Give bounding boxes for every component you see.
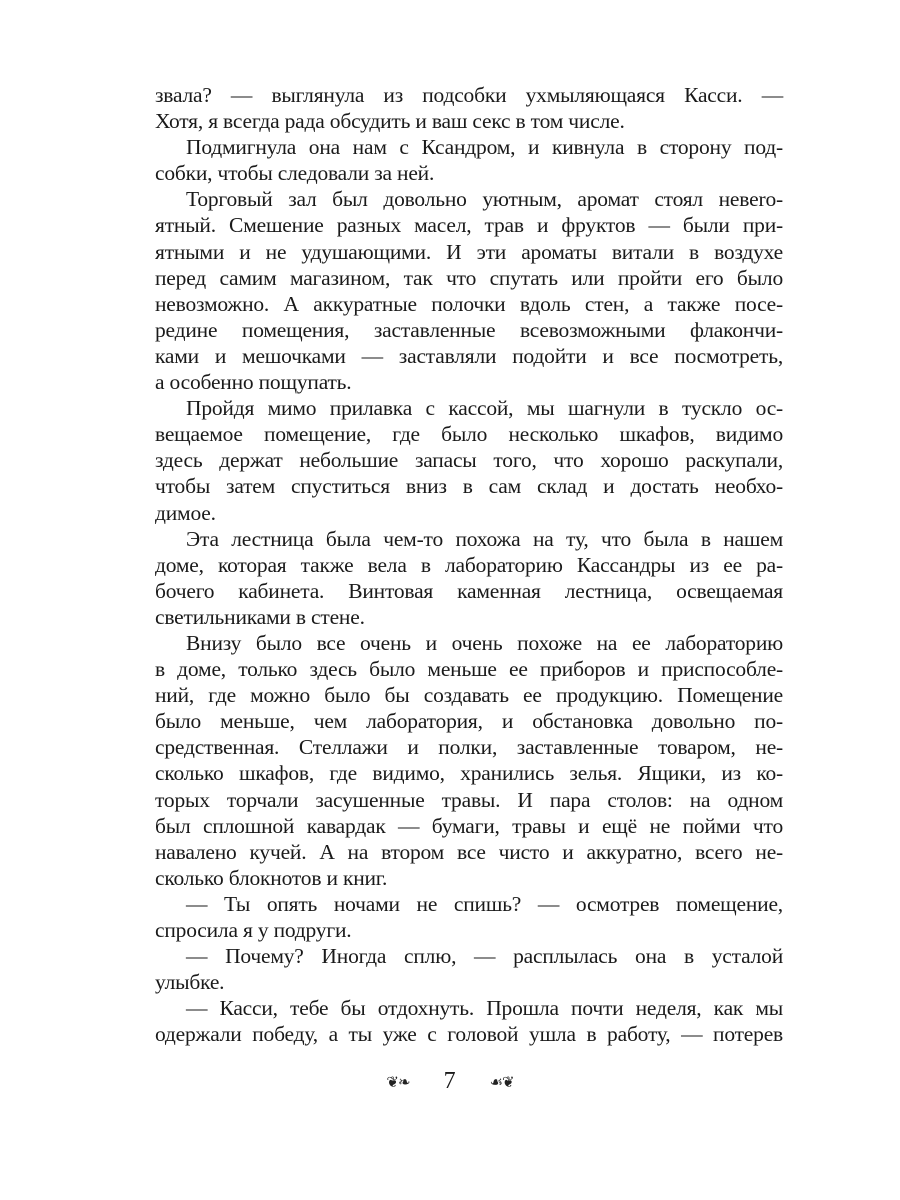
text-line: спросила я у подруги. xyxy=(155,918,352,942)
text-line: сколько блокнотов и книг. xyxy=(155,865,388,890)
text-line: редине помещения, заставленные всевозможными флакончи- xyxy=(155,317,783,342)
text-line: светильниками в стене. xyxy=(155,604,365,629)
text-line: ятными и не удушающими. И эти ароматы витали в воздухе xyxy=(155,239,783,264)
text-line: Внизу было все очень и очень похоже на ее лабораторию xyxy=(186,630,783,655)
page-footer xyxy=(0,1068,900,1095)
text-line: ятный. Смешение разных масел, трав и фруктов — были при- xyxy=(155,213,783,238)
page-number: 7 xyxy=(443,1068,456,1094)
text-line: вещаемое помещение, где было несколько шкафов, видимо xyxy=(155,422,783,447)
text-line: торых торчали засушенные травы. И пара столов: на одном xyxy=(155,787,783,812)
text-line: — Почему? Иногда сплю, — расплылась она в усталой xyxy=(186,944,783,969)
text-line: невозможно. А аккуратные полочки вдоль стен, а также посе- xyxy=(155,291,783,316)
text-line: а особенно пощупать. xyxy=(155,370,352,395)
text-line: здесь держат небольшие запасы того, что хорошо раскупали, xyxy=(155,448,783,473)
text-line: Торговый зал был довольно уютным, аромат стоял невero- xyxy=(186,187,783,212)
body-text xyxy=(155,82,783,1047)
ornament-left-icon: ❦❧ xyxy=(386,1074,410,1091)
text-line: был сплошной кавардак — бумаги, травы и ещё не пойми что xyxy=(155,813,783,838)
text-line: Эта лестница была чем-то похожа на ту, что была в нашем xyxy=(186,526,783,551)
text-line: доме, которая также вела в лабораторию Кассандры из ее ра- xyxy=(155,552,783,577)
text-line: было меньше, чем лаборатория, и обстановка довольно по- xyxy=(155,709,783,734)
text-line: димое. xyxy=(155,500,216,525)
text-line: — Ты опять ночами не спишь? — осмотрев помещение, xyxy=(186,891,783,916)
text-line: навалено кучей. А на втором все чисто и аккуратно, всего не- xyxy=(155,839,783,864)
text-line: ний, где можно было бы создавать ее продукцию. Помещение xyxy=(155,683,783,708)
text-line: одержали победу, а ты уже с головой ушла в работу, — потерев xyxy=(155,1022,783,1047)
text-line: Хотя, я всегда рада обсудить и ваш секс в том числе. xyxy=(155,109,625,134)
text-line: собки, чтобы следовали за ней. xyxy=(155,161,435,186)
text-line: звала? — выглянула из подсобки ухмыляющаяся Касси. — xyxy=(155,83,783,107)
text-line: в доме, только здесь было меньше ее приборов и приспособле- xyxy=(155,657,783,682)
text-line: перед самим магазином, так что спутать или пройти его было xyxy=(155,265,783,290)
text-line: чтобы затем спуститься вниз в сам склад и достать необхо- xyxy=(155,474,783,499)
text-line: — Касси, тебе бы отдохнуть. Прошла почти неделя, как мы xyxy=(186,996,783,1021)
text-line: ками и мешочками — заставляли подойти и все посмотреть, xyxy=(155,343,783,368)
text-line: сколько шкафов, где видимо, хранились зелья. Ящики, из ко- xyxy=(155,761,783,786)
text-line: Пройдя мимо прилавка с кассой, мы шагнули в тускло ос- xyxy=(186,396,783,421)
ornament-right-icon: ☙❦ xyxy=(489,1074,514,1091)
text-line: улыбке. xyxy=(155,970,225,995)
text-line: Подмигнула она нам с Ксандром, и кивнула в сторону под- xyxy=(186,135,783,160)
text-line: бочего кабинета. Винтовая каменная лестница, освещаемая xyxy=(155,578,783,603)
text-line: средственная. Стеллажи и полки, заставленные товаром, не- xyxy=(155,735,783,760)
